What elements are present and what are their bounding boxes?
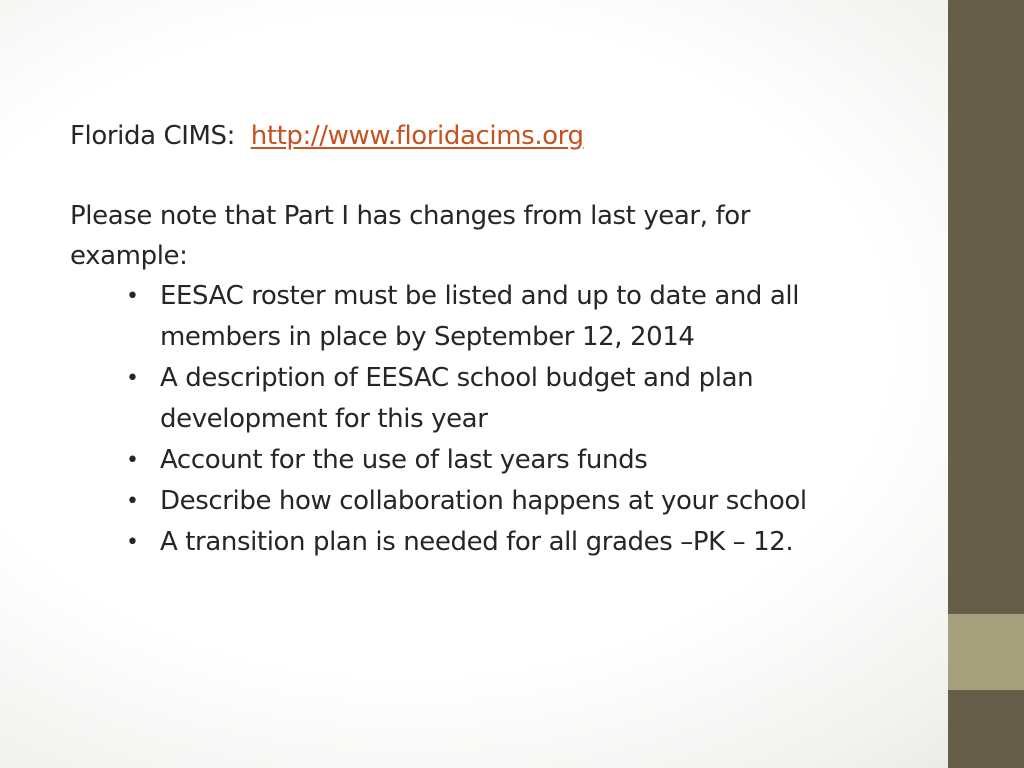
bullet-icon: • bbox=[126, 366, 139, 391]
bullet-text: A description of EESAC school budget and plan development for this year bbox=[160, 363, 754, 434]
note-text: Please note that Part I has changes from last year, for example: bbox=[70, 201, 751, 271]
cims-line bbox=[70, 116, 830, 156]
bullet-text: Describe how collaboration happens at your school bbox=[160, 486, 807, 516]
bullet-icon: • bbox=[126, 448, 139, 473]
cims-label: Florida CIMS: bbox=[70, 121, 236, 151]
bullet-text: EESAC roster must be listed and up to date and all members in place by September 12, 2014 bbox=[160, 281, 800, 352]
list-item bbox=[126, 440, 810, 481]
bullet-icon: • bbox=[126, 284, 139, 309]
list-item bbox=[126, 358, 810, 440]
bullet-text: A transition plan is needed for all grades –PK – 12. bbox=[160, 527, 794, 557]
floridacims-link[interactable]: http://www.floridacims.org bbox=[250, 121, 584, 151]
bullet-list bbox=[70, 276, 810, 563]
slide-content bbox=[70, 116, 830, 563]
sidebar-accent-block bbox=[948, 614, 1024, 690]
list-item bbox=[126, 522, 810, 563]
bullet-text: Account for the use of last years funds bbox=[160, 445, 648, 475]
spacer bbox=[70, 156, 830, 196]
bullet-icon: • bbox=[126, 489, 139, 514]
list-item bbox=[126, 481, 810, 522]
list-item bbox=[126, 276, 810, 358]
bullet-icon: • bbox=[126, 530, 139, 555]
